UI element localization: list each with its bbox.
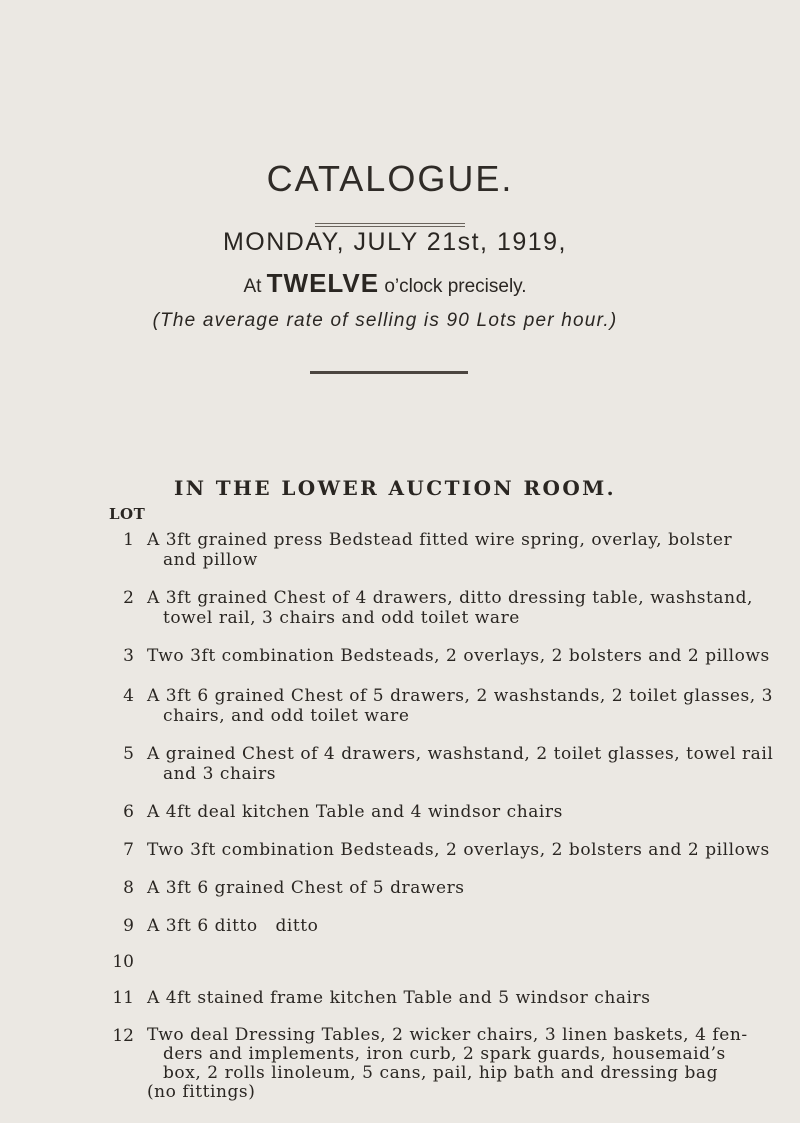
time-prefix: At	[243, 276, 262, 297]
lot-line: and 3 chairs	[163, 764, 277, 784]
lot-number: 9	[123, 916, 134, 936]
lot-line: A 3ft 6 ditto ditto	[147, 916, 319, 936]
lot-line: ders and implements, iron curb, 2 spark guards, housemaid’s	[163, 1044, 726, 1064]
lot-description	[147, 744, 792, 784]
title-divider	[315, 223, 465, 227]
lot-line: A 3ft 6 grained Chest of 5 drawers	[147, 878, 465, 898]
lot-column-heading: LOT	[109, 505, 146, 523]
lot-number: 6	[123, 802, 134, 822]
lot-description	[147, 840, 792, 860]
selling-rate-note: (The average rate of selling is 90 Lots per hour.)	[152, 310, 618, 331]
lot-number: 2	[123, 588, 134, 608]
lot-number: 5	[123, 744, 134, 764]
lot-description	[147, 802, 792, 822]
lot-number: 10	[112, 952, 134, 972]
lot-line: A grained Chest of 4 drawers, washstand, 2 toilet glasses, towel rail	[147, 744, 774, 764]
lot-number: 12	[112, 1026, 134, 1046]
lot-number: 1	[123, 530, 134, 550]
lot-line: and pillow	[163, 550, 258, 570]
lot-line: chairs, and odd toilet ware	[163, 706, 410, 726]
lot-line: A 3ft 6 grained Chest of 5 drawers, 2 washstands, 2 toilet glasses, 3	[147, 686, 774, 706]
lot-description	[147, 988, 792, 1008]
lot-line: box, 2 rolls linoleum, 5 cans, pail, hip bath and dressing bag	[163, 1063, 719, 1083]
lot-number: 3	[123, 646, 134, 666]
lot-description	[147, 686, 792, 726]
time-emphasis: TWELVE	[266, 268, 380, 298]
lot-description	[147, 588, 792, 628]
catalogue-title: CATALOGUE.	[266, 158, 514, 199]
room-heading: IN THE LOWER AUCTION ROOM.	[173, 476, 617, 500]
lot-description	[147, 1026, 792, 1102]
lot-line: A 4ft deal kitchen Table and 4 windsor chairs	[147, 802, 563, 822]
lot-description	[147, 878, 792, 898]
lot-number: 8	[123, 878, 134, 898]
lot-number: 7	[123, 840, 134, 860]
lot-line: Two 3ft combination Bedsteads, 2 overlays, 2 bolsters and 2 pillows	[147, 840, 770, 860]
lot-number: 11	[112, 988, 134, 1008]
time-suffix: o’clock precisely.	[384, 276, 527, 297]
lot-description	[147, 646, 792, 666]
lot-line: Two 3ft combination Bedsteads, 2 overlays, 2 bolsters and 2 pillows	[147, 646, 770, 666]
lot-description	[147, 916, 792, 936]
sale-time	[0, 268, 785, 299]
sale-date: MONDAY, JULY 21st, 1919,	[222, 228, 568, 256]
lot-description	[147, 530, 792, 570]
lot-line: towel rail, 3 chairs and odd toilet ware	[163, 608, 520, 628]
lot-line: A 4ft stained frame kitchen Table and 5 windsor chairs	[147, 988, 651, 1008]
lot-line: (no fittings)	[147, 1082, 256, 1102]
lot-line: A 3ft grained press Bedstead fitted wire spring, overlay, bolster	[147, 530, 733, 550]
lot-line: A 3ft grained Chest of 4 drawers, ditto dressing table, washstand,	[147, 588, 753, 608]
lot-line: Two deal Dressing Tables, 2 wicker chairs, 3 linen baskets, 4 fen-	[147, 1025, 748, 1045]
section-divider	[310, 371, 468, 374]
lot-number: 4	[123, 686, 134, 706]
